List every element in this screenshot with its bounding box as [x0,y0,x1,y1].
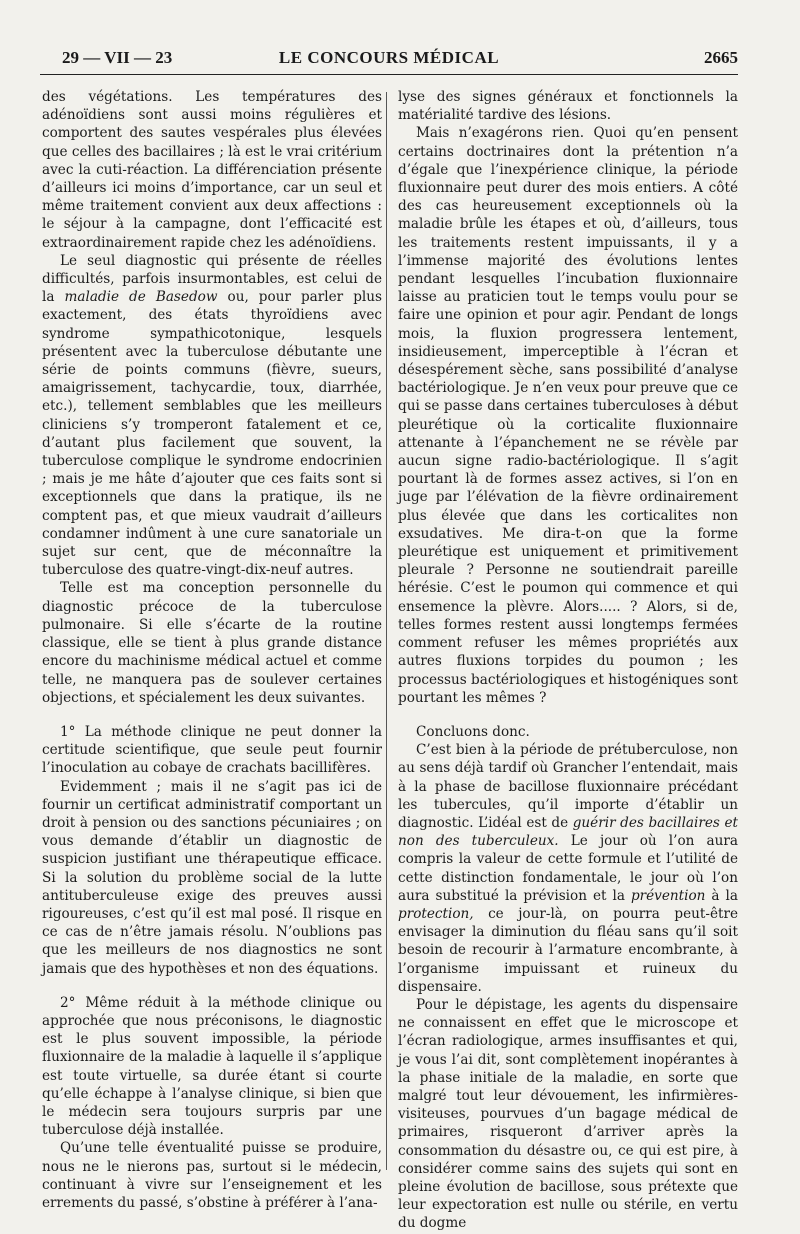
text-run: ou, pour parler plus exactement, des états thyroïdiens avec syndrome sympathicotonique, lesquels présentent avec la tuberculose débutante une série de points communs (fièvre, sueurs, amaigrissement, tachycardie, toux, diarrhée, etc.), tellement semblables que les meilleurs cliniciens s’y tromperont fatalement et ce, d’autant plus facilement que souvent, la tuberculose complique le syndrome endocrinien ; mais je me hâte d’ajouter que ces faits sont si exceptionnels que dans la pratique, ils ne comptent pas, et que mieux vaudrait d’ailleurs condamner indûment à une cure sanatoriale un sujet sur cent, que de méconnaître la tuberculose des quatre-vingt-dix-neuf autres. [42,289,382,579]
left-column [42,88,382,1211]
text-run: Le jour où l’on aura compris la valeur de cette formule et l’utilité de cette distinction fondamentale, le jour où l’on aura substitué la prévision et la [398,833,738,904]
paragraph [42,252,382,580]
paragraph: Pour le dépistage, les agents du dispensaire ne connaissent en effet que le microscope et l’écran radiologique, armes insuffisantes et qui, je vous l’ai dit, sont complètement inopérantes à la phase initiale de la maladie, en sorte que malgré tout leur dévouement, les infirmières-visiteuses, pourvues d’un bagage médical de primaires, risqueront d’arriver après la consommation du désastre ou, ce qui est pire, à considérer comme sains des sujets qui sont en pleine évolution de bacillose, sous prétexte que leur expectoration est nulle ou stérile, en vertu du dogme [398,996,738,1232]
paragraph: Qu’une telle éventualité puisse se produire, nous ne le nierons pas, surtout si le médecin, continuant à vivre sur l’enseignement et les errements du passé, s’obstine à préférer à l’ana- [42,1140,382,1211]
right-column [398,88,738,1232]
emphasis: protection, [398,905,474,922]
paragraph [398,741,738,996]
paragraph: 1° La méthode clinique ne peut donner la certitude scientifique, que seule peut fournir l’inoculation au cobaye de crachats bacillifères. [42,723,382,777]
column-divider [386,92,387,1170]
text-run: C’est bien à la période de prétuberculose, non au sens déjà tardif où Grancher l’entendait, mais à la phase de bacillose fluxionnaire précédant les tubercules, qu’il importe d’établir un diagnostic. L’idéal est de [398,742,738,831]
emphasis: prévention [630,887,706,904]
text-run: à la [705,887,738,904]
page-number: 2665 [704,48,738,67]
paragraph: Telle est ma conception personnelle du diagnostic précoce de la tuberculose pulmonaire. Si elle s’écarte de la routine classique, elle se tient à plus grande distance encore du machinisme médical actuel et comme telle, ne manquera pas de soulever certaines objections, et spécialement les deux suivantes. [42,580,382,706]
running-header [40,44,738,75]
paragraph: des végétations. Les températures des adénoïdiens sont aussi moins régulières et comportent des sautes vespérales plus élevées que celles des bacillaires ; là est le vrai critérium avec la cuti-réaction. La différenciation présente d’ailleurs ici moins d’importance, car un seul et même traitement convient aux deux affections : le séjour à la campagne, dont l’efficacité est extraordinairement rapide chez les adénoïdiens. [42,89,382,251]
paragraph: lyse des signes généraux et fonctionnels la matérialité tardive des lésions. [398,89,738,124]
journal-title: LE CONCOURS MÉDICAL [278,48,500,67]
text-run: ce jour-là, on pourra peut-être envisager la diminution du fléau sans qu’il soit besoin de recourir à l’armature encombrante, à l’organisme impuissant et ruineux du dispensaire. [398,905,738,995]
paragraph: 2° Même réduit à la méthode clinique ou approchée que nous préconisons, le diagnostic est le plus souvent impossible, la période fluxionnaire de la maladie à laquelle il s’applique est toute virtuelle, sa durée étant si courte qu’elle échappe à l’analyse clinique, si bien que le médecin sera toujours surpris par une tuberculose déjà installée. [42,994,382,1139]
text-run: Le seul diagnostic qui présente de réelles difficultés, parfois insurmontables, est celui de la [42,252,382,306]
paragraph: Mais n’exagérons rien. Quoi qu’en pensent certains doctrinaires dont la prétention n’a d’égale que l’inexpérience clinique, la période fluxionnaire peut durer des mois entiers. A côté des cas heureusement exceptionnels où la maladie brûle les étapes et où, d’ailleurs, tous les traitements restent impuissants, il y a l’immense majorité des évolutions lentes pendant lesquelles l’incubation fluxionnaire laisse au praticien tout le temps voulu pour se faire une opinion et pour agir. Pendant de longs mois, la fluxion progressera lentement, insidieusement, imperceptible à l’écran et désespérement sèche, sans possibilité d’analyse bactériologique. Je n’en veux pour preuve que ce qui se passe dans certaines tuberculoses à début pleurétique où la corticalite fluxionnaire attenante à l’épanchement ne se révèle par aucun signe radio-bactériologique. Il s’agit pourtant là de formes assez actives, si l’on en juge par l’élévation de la fièvre ordinairement plus élevée que dans les corticalites non exsudatives. Me dira-t-on que la forme pleurétique est uniquement et primitivement pleurale ? Personne ne soutiendrait pareille hérésie. C’est le poumon qui commence et qui ensemence la plèvre. Alors..... ? Alors, si de, telles formes restent aussi longtemps fermées comment refuser les mêmes propriétés aux autres fluxions torpides du poumon ; les processus bactériologiques et histogéniques sont pourtant les mêmes ? [398,125,738,706]
paragraph: Evidemment ; mais il ne s’agit pas ici de fournir un certificat administratif comportant un droit à pension ou des sanctions pécuniaires ; on vous demande d’établir un diagnostic de suspicion justifiant une thérapeutique efficace. Si la solution du problème social de la lutte antituberculeuse exige des preuves aussi rigoureuses, c’est qu’il est mal posé. Il risque en ce cas de n’être jamais résolu. N’oublions pas que les meilleurs de nos diagnostics ne sont jamais que des hypothèses et non des équations. [42,778,382,977]
issue-date: 29 — VII — 23 [62,48,173,67]
emphasis: maladie de Basedow [64,289,218,306]
paragraph: Concluons donc. [416,723,530,740]
emphasis: guérir des bacillaires et non des tuberculeux. [398,814,738,850]
